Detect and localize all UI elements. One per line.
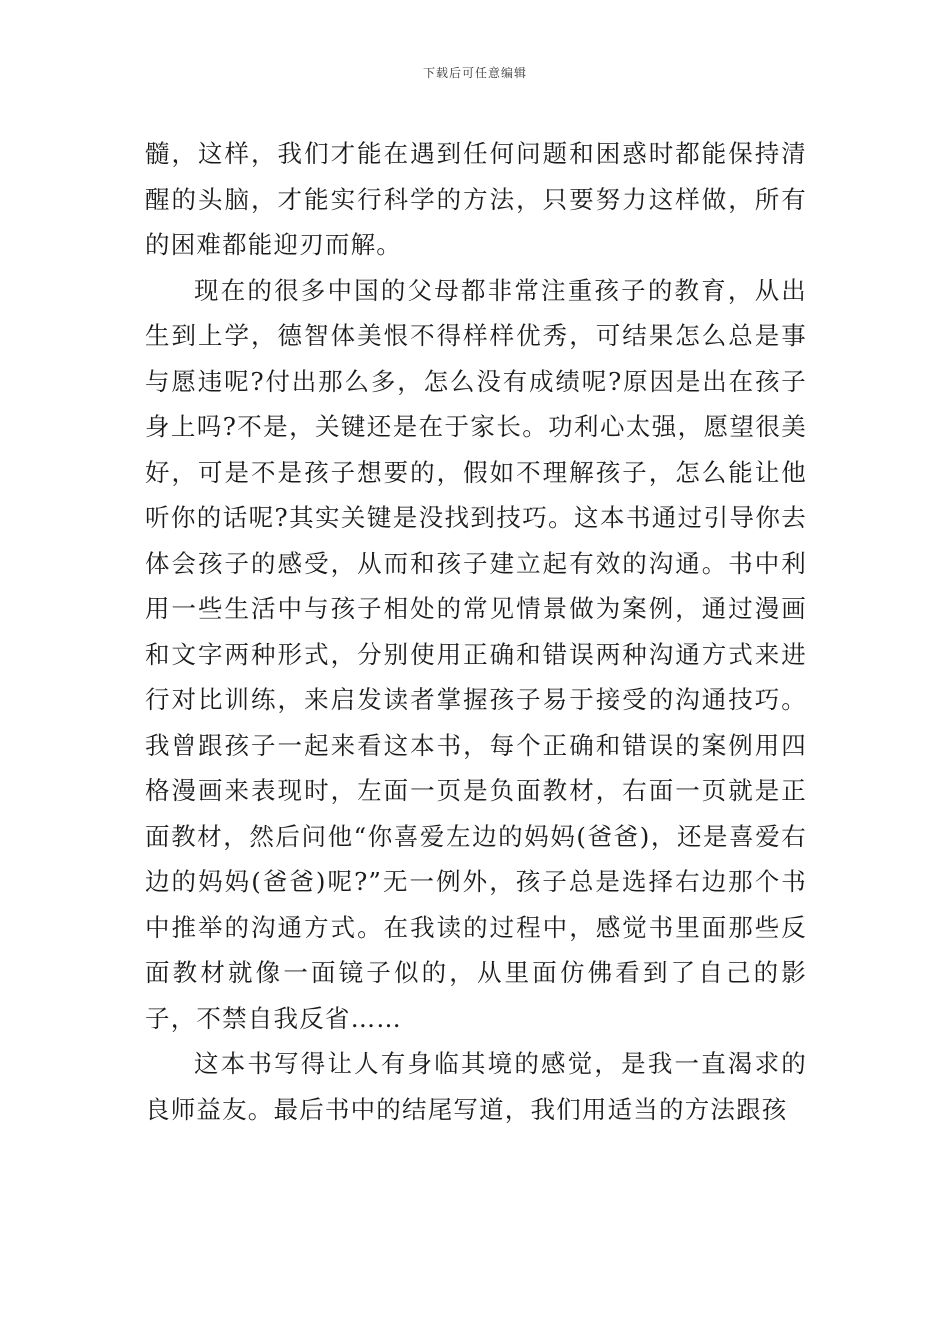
paragraph-parents-education: 现在的很多中国的父母都非常注重孩子的教育，从出生到上学，德智体美恨不得样样优秀，可结果怎么总是事与愿违呢?付出那么多，怎么没有成绩呢?原因是出在孩子身上吗?不是，关键还是在于家长。功利心太强，愿望很美好，可是不是孩子想要的，假如不理解孩子，怎么能让他听你的话呢?其实关键是没找到技巧。这本书通过引导你去体会孩子的感受，从而和孩子建立起有效的沟通。书中利用一些生活中与孩子相处的常见情景做为案例，通过漫画和文字两种形式，分别使用正确和错误两种沟通方式来进行对比训练，来启发读者掌握孩子易于接受的沟通技巧。我曾跟孩子一起来看这本书，每个正确和错误的案例用四格漫画来表现时，左面一页是负面教材，右面一页就是正面教材，然后问他“你喜爱左边的妈妈(爸爸)，还是喜爱右边的妈妈(爸爸)呢?”无一例外，孩子总是选择右边那个书中推举的沟通方式。在我读的过程中，感觉书里面那些反面教材就像一面镜子似的，从里面仿佛看到了自己的影子，不禁自我反省…… [145, 275, 807, 1033]
header-note: 下载后可任意编辑 [422, 66, 527, 80]
paragraph-book-review: 这本书写得让人有身临其境的感觉，是我一直渴求的良师益友。最后书中的结尾写道，我们用适当的方法跟孩 [145, 1049, 807, 1124]
document-body [145, 131, 807, 1132]
paragraph-continuation: 髓，这样，我们才能在遇到任何问题和困惑时都能保持清醒的头脑，才能实行科学的方法，只要努力这样做，所有的困难都能迎刃而解。 [145, 139, 807, 259]
